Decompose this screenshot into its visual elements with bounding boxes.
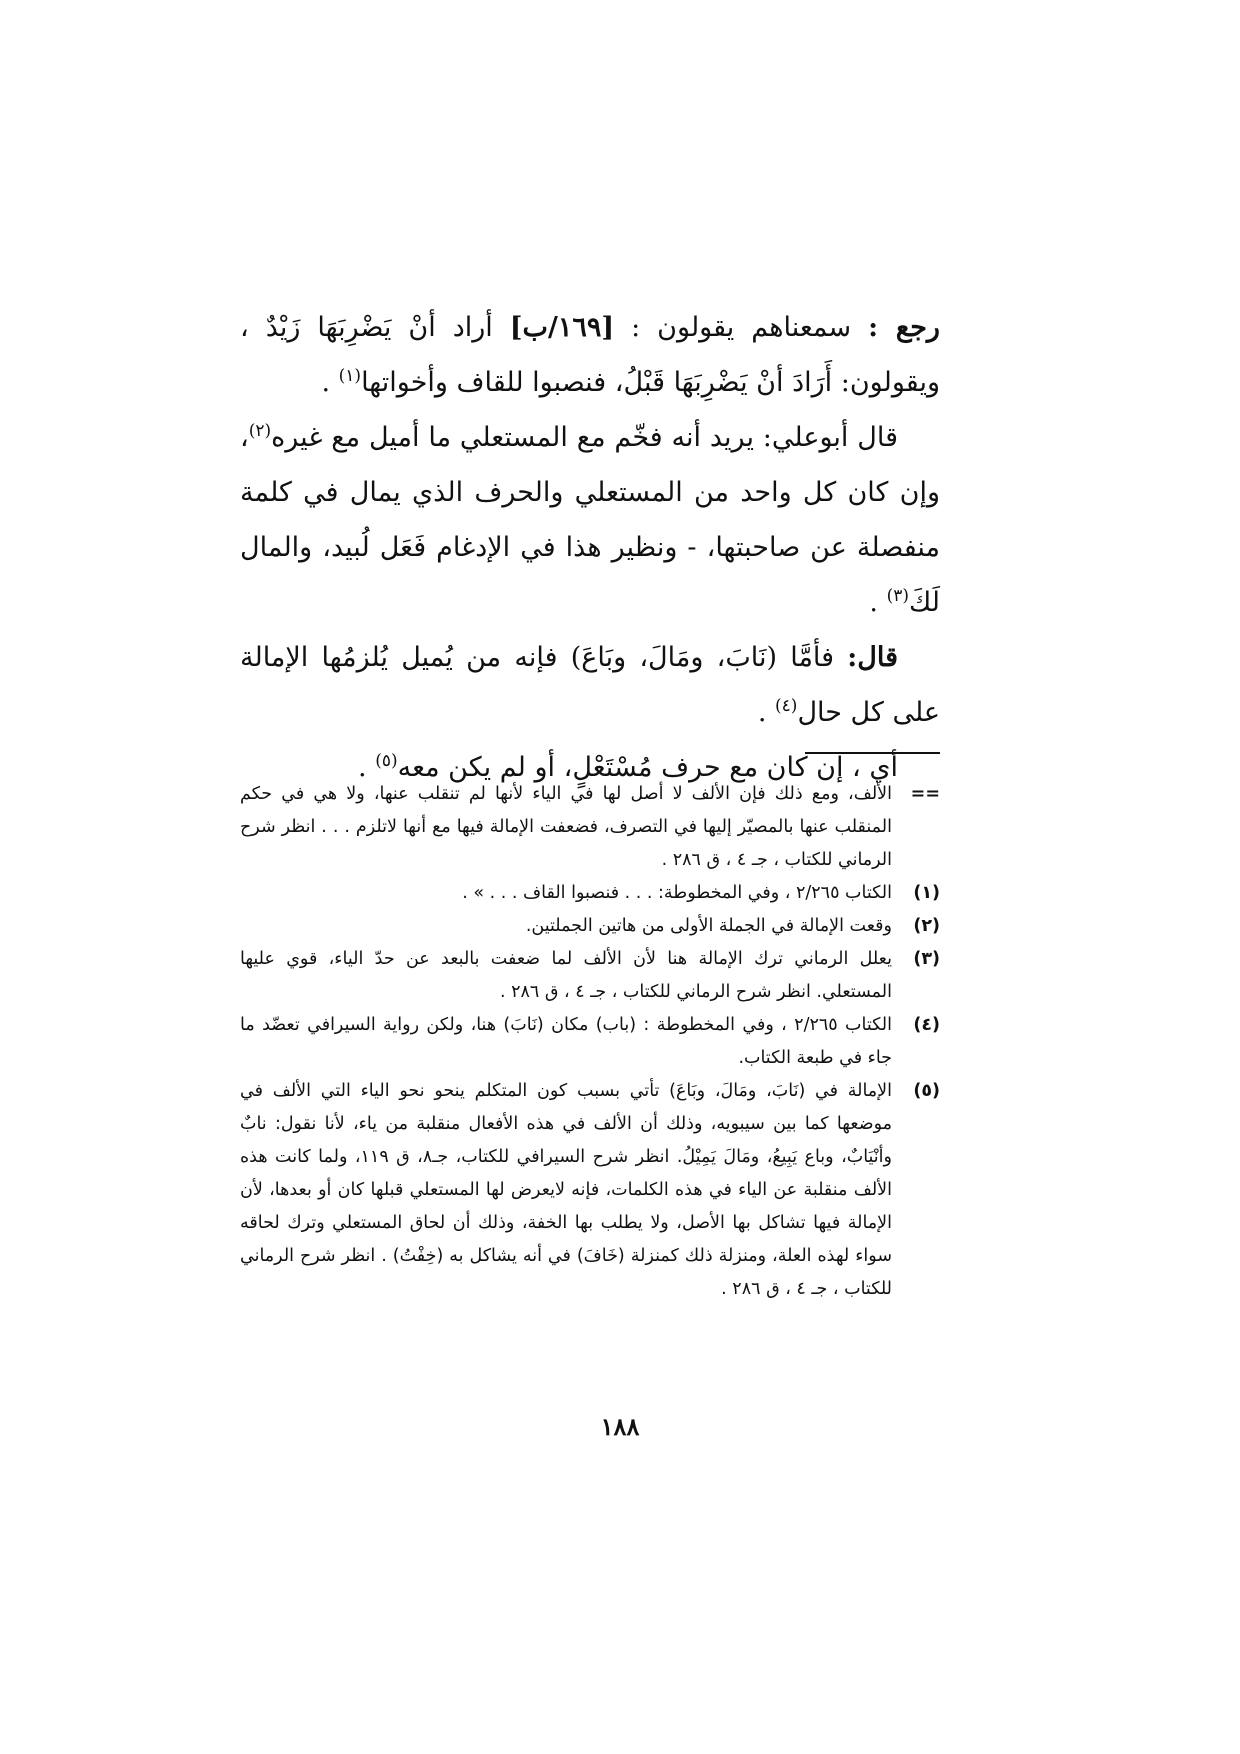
footnote-marker: (٤) [913,1015,940,1035]
footnote-text: وقعت الإمالة في الجملة الأولى من هاتين الجملتين. [525,916,892,936]
footnote-ref-3: (٣) [886,586,910,606]
paragraph-text: قال أبوعلي: يريد أنه فخّم مع المستعلي ما أميل مع غيره [271,422,898,453]
footnote-marker: (٢) [913,916,940,936]
paragraph-lead-word: قال: [847,642,898,673]
paragraph-1 [240,300,940,410]
paragraph-2 [240,410,940,630]
main-text-block [240,300,940,795]
paragraph-end: . [358,752,376,783]
footnote-ref-5: (٥) [375,751,398,771]
footnote-marker: (١) [913,883,940,903]
paragraph-end: . [757,697,776,728]
footnote-text: الإمالة في (نَابَ، ومَالَ، وبَاعَ) تأتي بسبب كون المتكلم ينحو نحو الياء التي الألف في موضعها كما بين سيبويه، وذلك أن الألف في هذه الأفعال منقلبة من ياء، لأنا نقول: نابٌ وأنْيَابٌ، وباع يَبِيعُ، ومَالَ يَمِيْلُ. انظر شرح السيرافي للكتاب، جـ٨، ق ١١٩، ولما كانت هذه الألف منقلبة عن الياء في هذه الكلمات، فإنه لايعرض لها المستعلي قبلها كان أو بعدها، لأن الإمالة فيها تشاكل بها الأصل، ولا يطلب بها الخفة، وذلك أن لحاق المستعلي وترك لحاقه سواء لهذه العلة، ومنزلة ذلك كمنزلة (خَافَ) في أنه يشاكل به (خِفْتُ) . انظر شرح الرماني للكتاب ، جـ ٤ ، ق ٢٨٦ . [240,1081,892,1299]
paragraph-3 [240,630,940,740]
footnote-2 [240,910,940,943]
folio-reference: [١٦٩/ب] [509,312,615,343]
paragraph-text: أي ، إن كان مع حرف مُسْتَعْلٍ، أو لم يكن معه [397,752,898,783]
paragraph-text: فأمَّا (نَابَ، ومَالَ، وبَاعَ) فإنه من يُميل يُلزمُها الإمالة على كل حال [240,642,940,728]
footnotes-block [240,778,940,1306]
footnote-text: الكتاب ٢/٢٦٥ ، وفي المخطوطة : (باب) مكان (نَابَ) هنا، ولكن رواية السيرافي تعضّد ما جاء في طبعة الكتاب. [240,1015,892,1068]
footnote-marker: (٥) [913,1081,940,1101]
footnote-text: يعلل الرماني ترك الإمالة هنا لأن الألف لما ضعفت بالبعد عن حدّ الياء، قوي عليها المستعلي. انظر شرح الرماني للكتاب ، جـ ٤ ، ق ٢٨٦ . [240,949,892,1002]
footnote-text: الكتاب ٢/٢٦٥ ، وفي المخطوطة: . . . فنصبوا القاف . . . » . [462,883,892,903]
footnote-ref-1: (١) [338,366,362,386]
paragraph-end: . [869,587,887,618]
footnote-4 [240,1009,940,1075]
footnote-3 [240,943,940,1009]
footnote-ref-4: (٤) [775,696,798,716]
footnote-continuation [240,778,940,877]
footnote-marker: == [910,784,940,804]
footnote-5 [240,1075,940,1306]
paragraph-text: سمعناهم يقولون : [631,312,852,343]
footnote-ref-2: (٢) [248,421,272,441]
page-number: ١٨٨ [600,1412,640,1441]
footnote-separator [805,752,940,754]
footnote-marker: (٣) [913,949,940,969]
paragraph-text: أراد أنْ يَضْرِبَهَا زَيْدٌ ، ويقولون: أَرَادَ أنْ يَضْرِبَهَا قَبْلُ، فنصبوا للقاف وأخواتها [240,312,940,398]
footnote-text: الألف، ومع ذلك فإن الألف لا أصل لها في الياء لأنها لم تنقلب عنها، ولا هي في حكم المنقلب عنها بالمصيّر إليها في التصرف، فضعفت الإمالة فيها مع أنها لاتلزم . . . انظر شرح الرماني للكتاب ، جـ ٤ ، ق ٢٨٦ . [240,784,892,870]
paragraph-text: ، وإن كان كل واحد من المستعلي والحرف الذي يمال في كلمة منفصلة عن صاحبتها، - ونظير هذا في الإدغام فَعَل لُبيد، والمال لَكَ [240,422,940,618]
paragraph-lead-word: رجع : [868,312,940,343]
paragraph-end: . [321,367,339,398]
footnote-1 [240,877,940,910]
